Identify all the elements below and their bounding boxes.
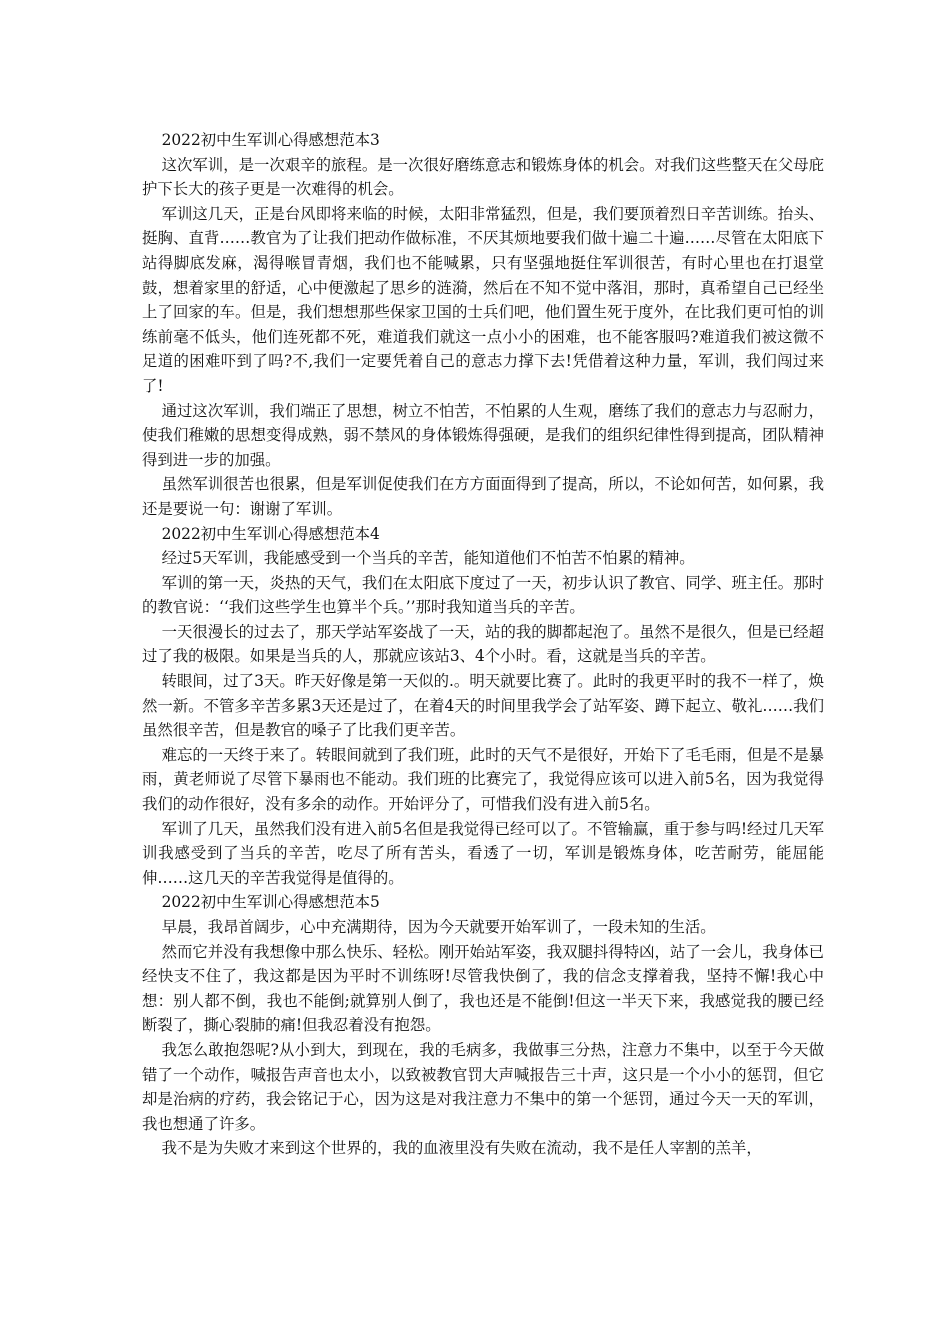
document-body xyxy=(142,128,824,1161)
paragraph: 转眼间，过了3天。昨天好像是第一天似的.。明天就要比赛了。此时的我更平时的我不一样了，焕然一新。不管多辛苦多累3天还是过了，在着4天的时间里我学会了站军姿、蹲下起立、敬礼……我们虽然很辛苦，但是教官的嗓子了比我们更辛苦。 xyxy=(142,672,824,740)
section-heading: 2022初中生军训心得感想范本3 xyxy=(161,131,380,149)
paragraph: 一天很漫长的过去了，那天学站军姿战了一天，站的我的脚都起泡了。虽然不是很久，但是已经超过了我的极限。如果是当兵的人，那就应该站3、4个小时。看，这就是当兵的辛苦。 xyxy=(142,622,824,666)
paragraph: 我怎么敢抱怨呢?从小到大，到现在，我的毛病多，我做事三分热，注意力不集中，以至于今天做错了一个动作，喊报告声音也太小，以致被教官罚大声喊报告三十声，这只是一个小小的惩罚，但它却是治病的疗药，我会铭记于心，因为这是对我注意力不集中的第一个惩罚，通过今天一天的军训，我也想通了许多。 xyxy=(142,1040,824,1133)
paragraph: 这次军训，是一次艰辛的旅程。是一次很好磨练意志和锻炼身体的机会。对我们这些整天在父母庇护下长大的孩子更是一次难得的机会。 xyxy=(142,155,824,199)
paragraph: 早晨，我昂首阔步，心中充满期待，因为今天就要开始军训了，一段未知的生活。 xyxy=(161,918,716,936)
paragraph: 军训的第一天，炎热的天气，我们在太阳底下度过了一天，初步认识了教官、同学、班主任。那时的教官说：‘‘我们这些学生也算半个兵。’’那时我知道当兵的辛苦。 xyxy=(142,573,824,617)
section-heading: 2022初中生军训心得感想范本4 xyxy=(161,524,380,543)
paragraph: 虽然军训很苦也很累，但是军训促使我们在方方面面得到了提高，所以，不论如何苦，如何累，我还是要说一句：谢谢了军训。 xyxy=(142,475,824,518)
section-heading: 2022初中生军训心得感想范本5 xyxy=(161,893,380,912)
paragraph: 军训这几天，正是台风即将来临的时候，太阳非常猛烈，但是，我们要顶着烈日辛苦训练。抬头、挺胸、直背……教官为了让我们把动作做标准，不厌其烦地要我们做十遍二十遍……尽管在太阳底下站得脚底发麻，渴得喉冒青烟，我们也不能喊累，只有坚强地挺住军训很苦，有时心里也在打退堂鼓，想着家里的舒适，心中便激起了思乡的涟漪，然后在不知不觉中落泪，那时，真希望自己已经坐上了回家的车。但是，我们想想那些保家卫国的士兵们吧，他们置生死于度外，在比我们更可怕的训练前毫不低头，他们连死都不死，难道我们就这一点小小的困难，也不能客服吗?难道我们被这微不足道的困难吓到了吗?不,我们一定要凭着自己的意志力撑下去!凭借着这种力量，军训，我们闯过来了! xyxy=(142,204,824,395)
paragraph: 军训了几天，虽然我们没有进入前5名但是我觉得已经可以了。不管输赢，重于参与吗!经过几天军训我感受到了当兵的辛苦，吃尽了所有苦头，看透了一切，军训是锻炼身体，吃苦耐劳，能屈能伸……这几天的辛苦我觉得是值得的。 xyxy=(142,819,824,887)
paragraph: 通过这次军训，我们端正了思想，树立不怕苦，不怕累的人生观，磨练了我们的意志力与忍耐力，使我们稚嫩的思想变得成熟，弱不禁风的身体锻炼得强硬，是我们的组织纪律性得到提高，团队精神得到进一步的加强。 xyxy=(142,401,824,469)
paragraph: 我不是为失败才来到这个世界的，我的血液里没有失败在流动，我不是任人宰割的羔羊， xyxy=(161,1139,762,1158)
paragraph: 然而它并没有我想像中那么快乐、轻松。刚开始站军姿，我双腿抖得特凶，站了一会儿，我身体已经快支不住了，我这都是因为平时不训练呀!尽管我快倒了，我的信念支撑着我，坚持不懈!我心中想：别人都不倒，我也不能倒;就算别人倒了，我也还是不能倒!但这一半天下来，我感觉我的腰已经断裂了，撕心裂肺的痛!但我忍着没有抱怨。 xyxy=(142,942,824,1035)
paragraph: 难忘的一天终于来了。转眼间就到了我们班，此时的天气不是很好，开始下了毛毛雨，但是不是暴雨，黄老师说了尽管下暴雨也不能动。我们班的比赛完了，我觉得应该可以进入前5名，因为我觉得我们的动作很好，没有多余的动作。开始评分了，可惜我们没有进入前5名。 xyxy=(142,745,824,814)
paragraph: 经过5天军训，我能感受到一个当兵的辛苦，能知道他们不怕苦不怕累的精神。 xyxy=(161,549,695,568)
